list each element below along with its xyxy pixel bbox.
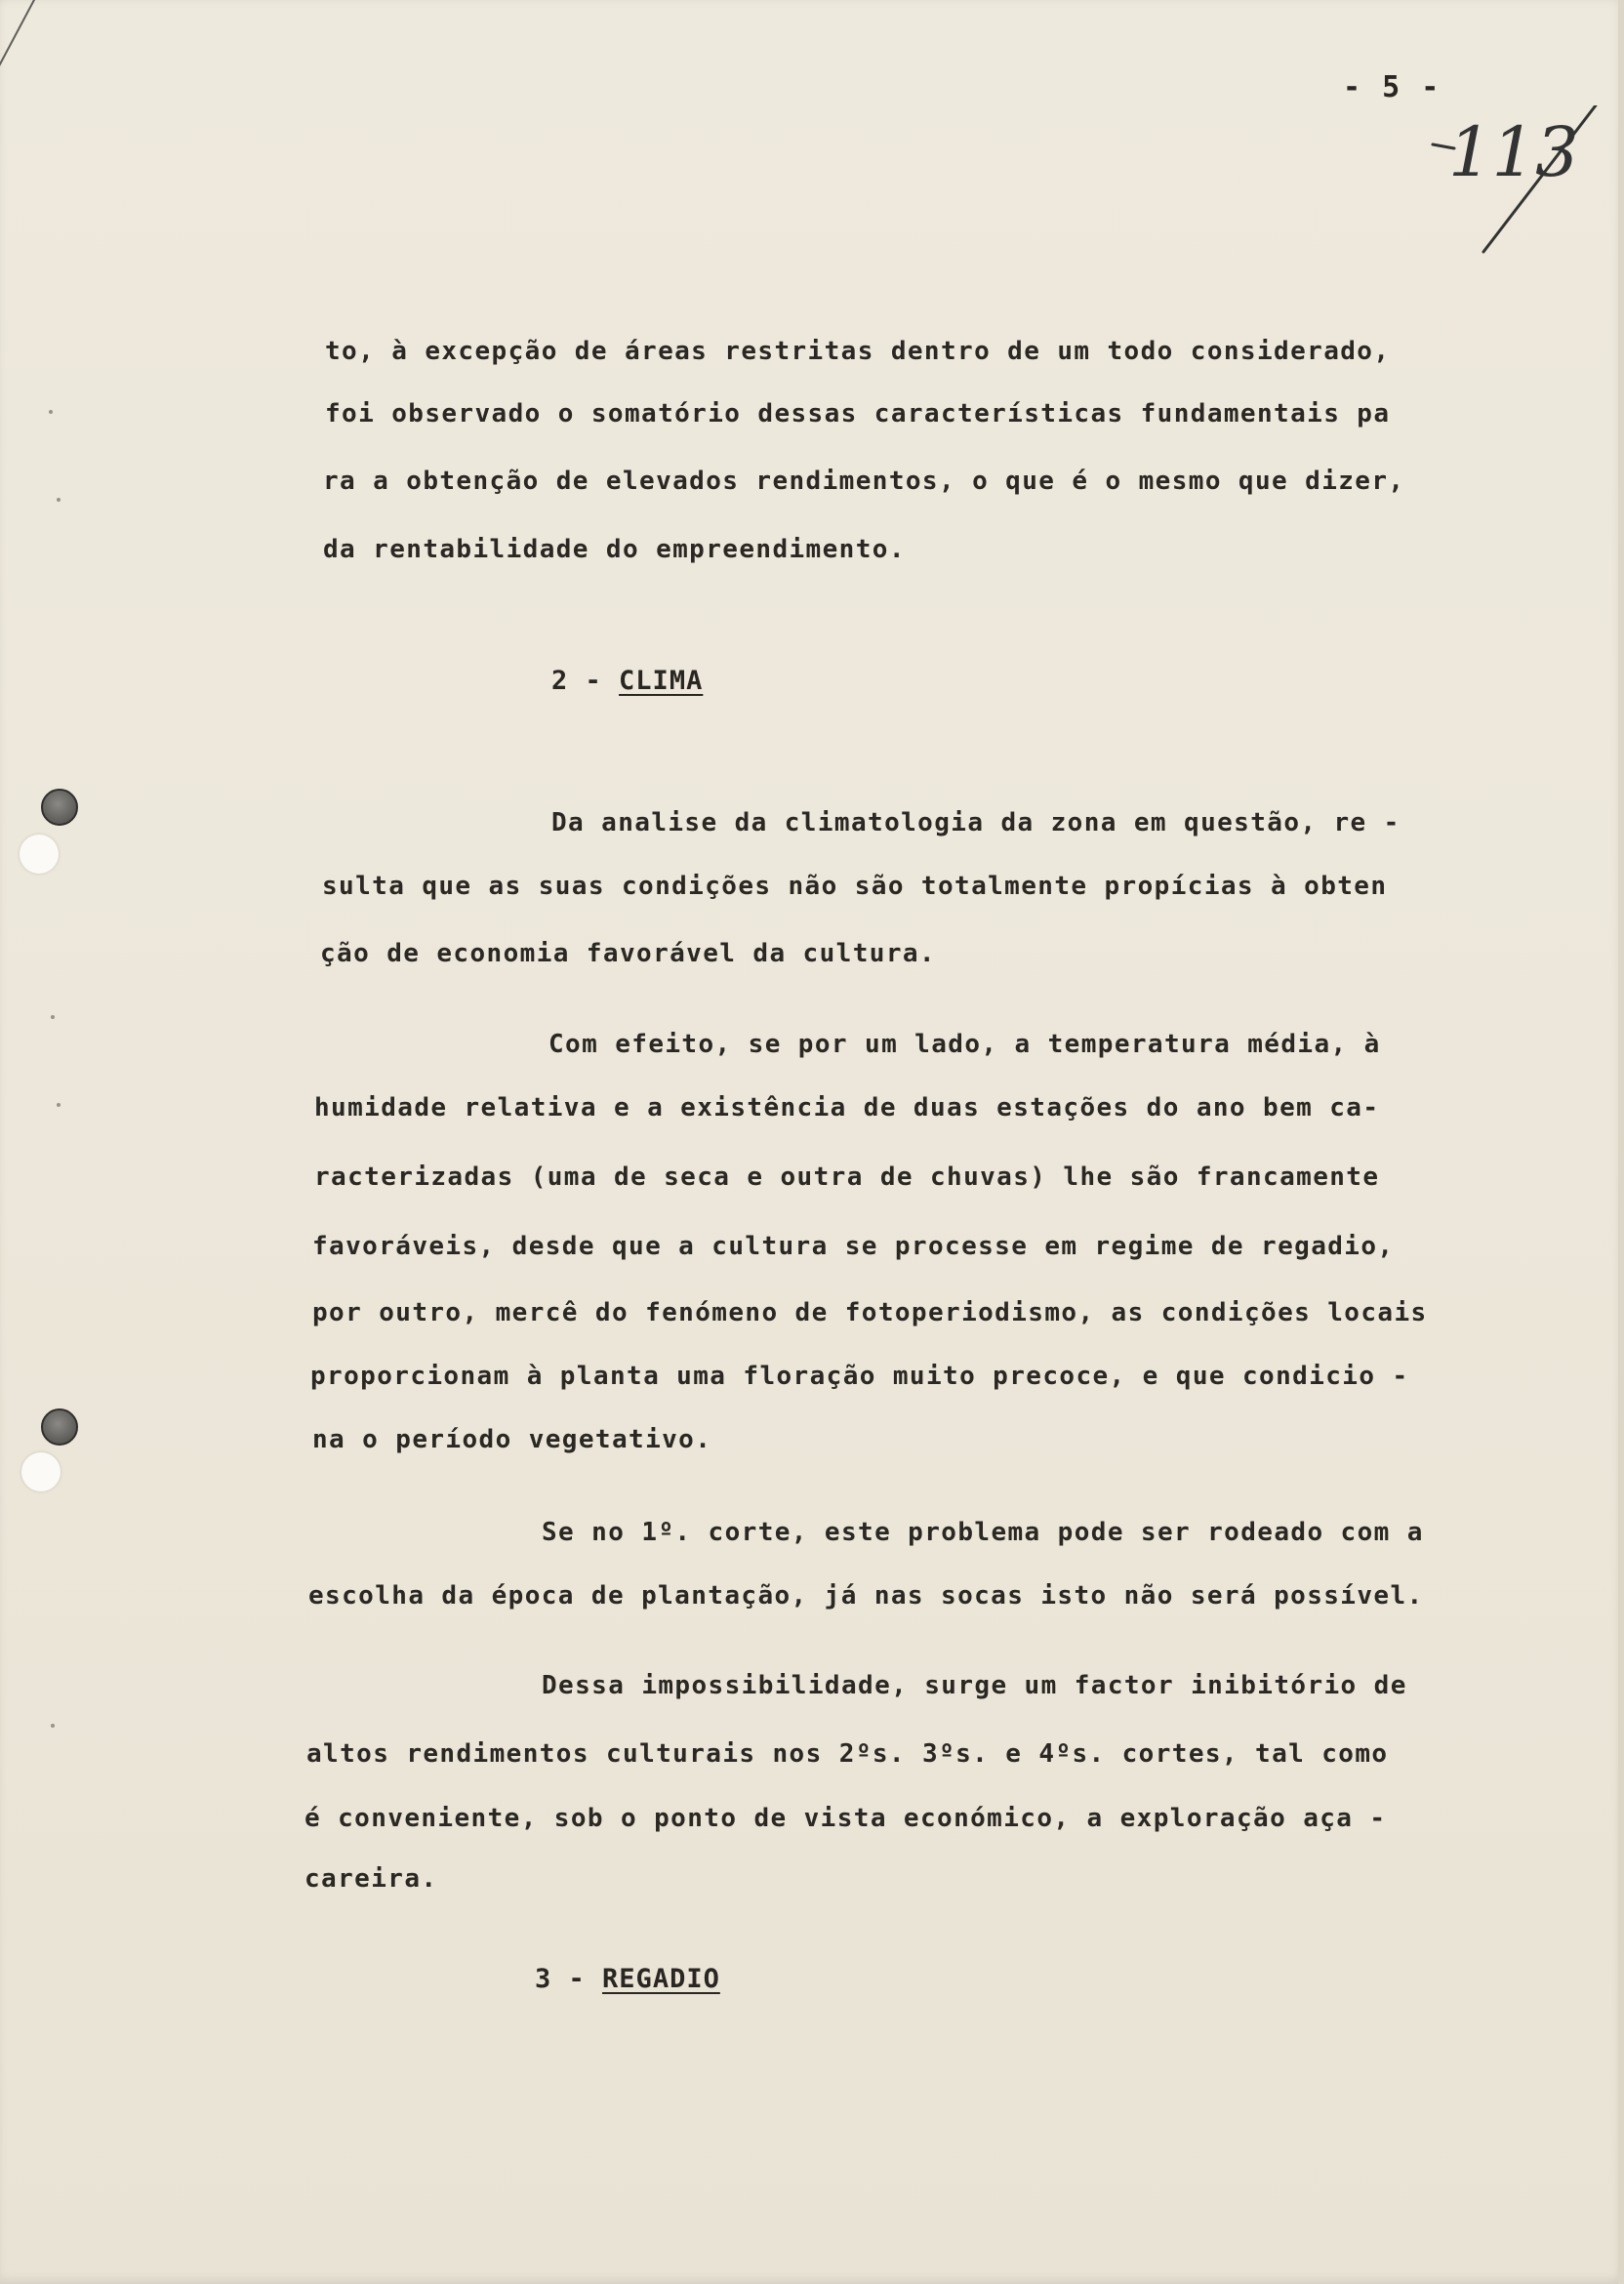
text-line: ra a obtenção de elevados rendimentos, o que é o mesmo que dizer, <box>323 467 1405 496</box>
corner-fold-line <box>0 0 110 118</box>
paper-speck <box>57 1103 61 1107</box>
text-line: escolha da época de plantação, já nas socas isto não será possível. <box>308 1581 1424 1611</box>
text-line: Com efeito, se por um lado, a temperatura média, à <box>548 1030 1381 1059</box>
text-line: altos rendimentos culturais nos 2ºs. 3ºs. e 4ºs. cortes, tal como <box>306 1739 1389 1769</box>
text-line: Dessa impossibilidade, surge um factor inibitório de <box>542 1671 1407 1700</box>
text-line: racterizadas (uma de seca e outra de chuvas) lhe são francamente <box>314 1162 1380 1192</box>
text-line: careira. <box>304 1864 438 1894</box>
punch-hole-reinforcement <box>20 835 59 874</box>
section-number: 3 - <box>535 1964 586 1994</box>
text-line: ção de economia favorável da cultura. <box>320 939 936 968</box>
section-heading-regadio <box>535 1964 720 1994</box>
text-line: da rentabilidade do empreendimento. <box>323 535 906 564</box>
text-line: to, à excepção de áreas restritas dentro de um todo considerado, <box>325 337 1391 366</box>
text-line: é conveniente, sob o ponto de vista económico, a exploração aça - <box>304 1804 1387 1833</box>
folio-number: 113 <box>1448 112 1579 192</box>
punch-hole <box>41 789 78 826</box>
section-title: CLIMA <box>619 666 704 696</box>
page-edge <box>1618 0 1624 2284</box>
punch-hole <box>41 1408 78 1446</box>
punch-hole-reinforcement <box>21 1452 61 1491</box>
text-line: na o período vegetativo. <box>312 1425 712 1454</box>
text-line: humidade relativa e a existência de duas estações do ano bem ca- <box>314 1093 1380 1122</box>
paper-speck <box>51 1015 55 1019</box>
text-line: sulta que as suas condições não são totalmente propícias à obten <box>322 872 1388 901</box>
section-title: REGADIO <box>602 1964 720 1994</box>
paper-speck <box>51 1724 55 1728</box>
text-line: proporcionam à planta uma floração muito precoce, e que condicio - <box>310 1362 1409 1391</box>
paper-speck <box>57 498 61 502</box>
text-line: favoráveis, desde que a cultura se processe em regime de regadio, <box>312 1232 1395 1261</box>
text-line: Se no 1º. corte, este problema pode ser rodeado com a <box>542 1518 1424 1547</box>
handwritten-folio-mark <box>1425 105 1610 271</box>
paper-speck <box>49 410 53 414</box>
page-number: - 5 - <box>1343 70 1441 104</box>
text-line: por outro, mercê do fenómeno de fotoperiodismo, as condições locais <box>312 1298 1428 1327</box>
text-line: Da analise da climatologia da zona em questão, re - <box>551 808 1401 837</box>
section-number: 2 - <box>551 666 602 696</box>
text-line: foi observado o somatório dessas características fundamentais pa <box>325 399 1391 428</box>
section-heading-clima <box>551 666 703 696</box>
